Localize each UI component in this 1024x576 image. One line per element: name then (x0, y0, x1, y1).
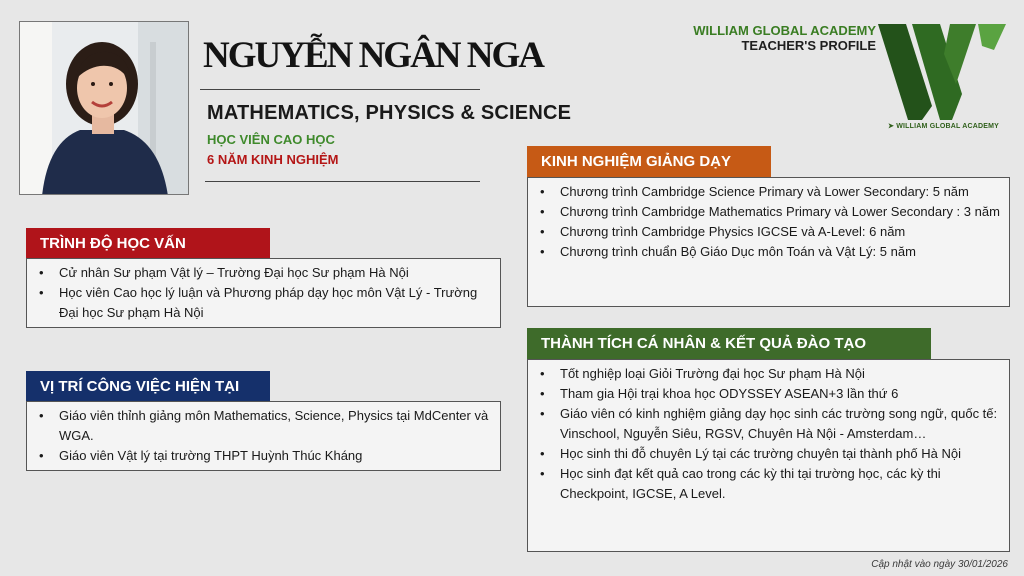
list-item: • Chương trình Cambridge Science Primary và Lower Secondary: 5 năm (536, 182, 1001, 202)
list-item: • Tham gia Hội trại khoa học ODYSSEY ASEAN+3 lần thứ 6 (536, 384, 1001, 404)
list-item: • Học sinh đạt kết quả cao trong các kỳ thi tại trường học, các kỳ thi Checkpoint, IGCSE, A Level. (536, 464, 1001, 504)
list-item: • Tốt nghiệp loại Giỏi Trường đại học Sư phạm Hà Nội (536, 364, 1001, 384)
achievements-heading: THÀNH TÍCH CÁ NHÂN & KẾT QUẢ ĐÀO TẠO (527, 328, 931, 359)
logo-caption: ➤ WILLIAM GLOBAL ACADEMY (888, 123, 999, 130)
divider (205, 181, 480, 182)
current-position-box (26, 401, 501, 471)
w-logo-icon (878, 24, 1008, 120)
list-item: • Giáo viên có kinh nghiệm giảng dạy học sinh các trường song ngữ, quốc tế: Vinschool, Nguyễn Siêu, RGSV, Chuyên Hà Nội - Amsterdam… (536, 404, 1001, 444)
list-item: • Chương trình Cambridge Physics IGCSE và A-Level: 6 năm (536, 222, 1001, 242)
teacher-name: NGUYỄN NGÂN NGA (203, 35, 543, 76)
teaching-subjects: MATHEMATICS, PHYSICS & SCIENCE (207, 102, 572, 124)
achievements-box (527, 359, 1010, 552)
teaching-experience-box (527, 177, 1010, 307)
list-item: • Giáo viên thỉnh giảng môn Mathematics, Science, Physics tại MdCenter và WGA. (35, 406, 492, 446)
list-item: • Giáo viên Vật lý tại trường THPT Huỳnh Thúc Kháng (35, 446, 492, 466)
divider (200, 89, 480, 90)
current-position-heading: VỊ TRÍ CÔNG VIỆC HIỆN TẠI (26, 371, 270, 401)
experience-years: 6 NĂM KINH NGHIỆM (207, 152, 339, 167)
education-box (26, 258, 501, 328)
list-item: • Cử nhân Sư phạm Vật lý – Trường Đại học Sư phạm Hà Nội (35, 263, 492, 283)
teaching-experience-heading: KINH NGHIỆM GIẢNG DẠY (527, 146, 771, 177)
list-item: • Chương trình Cambridge Mathematics Primary và Lower Secondary : 3 năm (536, 202, 1001, 222)
logo-caption-text: WILLIAM GLOBAL ACADEMY (896, 123, 999, 130)
update-date: Cập nhật vào ngày 30/01/2026 (871, 559, 1008, 570)
teacher-photo (19, 21, 189, 195)
school-name: WILLIAM GLOBAL ACADEMY (693, 23, 876, 38)
list-item: • Học sinh thi đỗ chuyên Lý tại các trường chuyên tại thành phố Hà Nội (536, 444, 1001, 464)
education-heading: TRÌNH ĐỘ HỌC VẤN (26, 228, 270, 258)
list-item: • Học viên Cao học lý luận và Phương pháp dạy học môn Vật Lý - Trường Đại học Sư phạm Hà Nội (35, 283, 492, 323)
brand-heading (693, 23, 876, 53)
academic-role: HỌC VIÊN CAO HỌC (207, 132, 335, 147)
list-item: • Chương trình chuẩn Bộ Giáo Dục môn Toán và Vật Lý: 5 năm (536, 242, 1001, 262)
document-title: TEACHER'S PROFILE (741, 38, 876, 53)
